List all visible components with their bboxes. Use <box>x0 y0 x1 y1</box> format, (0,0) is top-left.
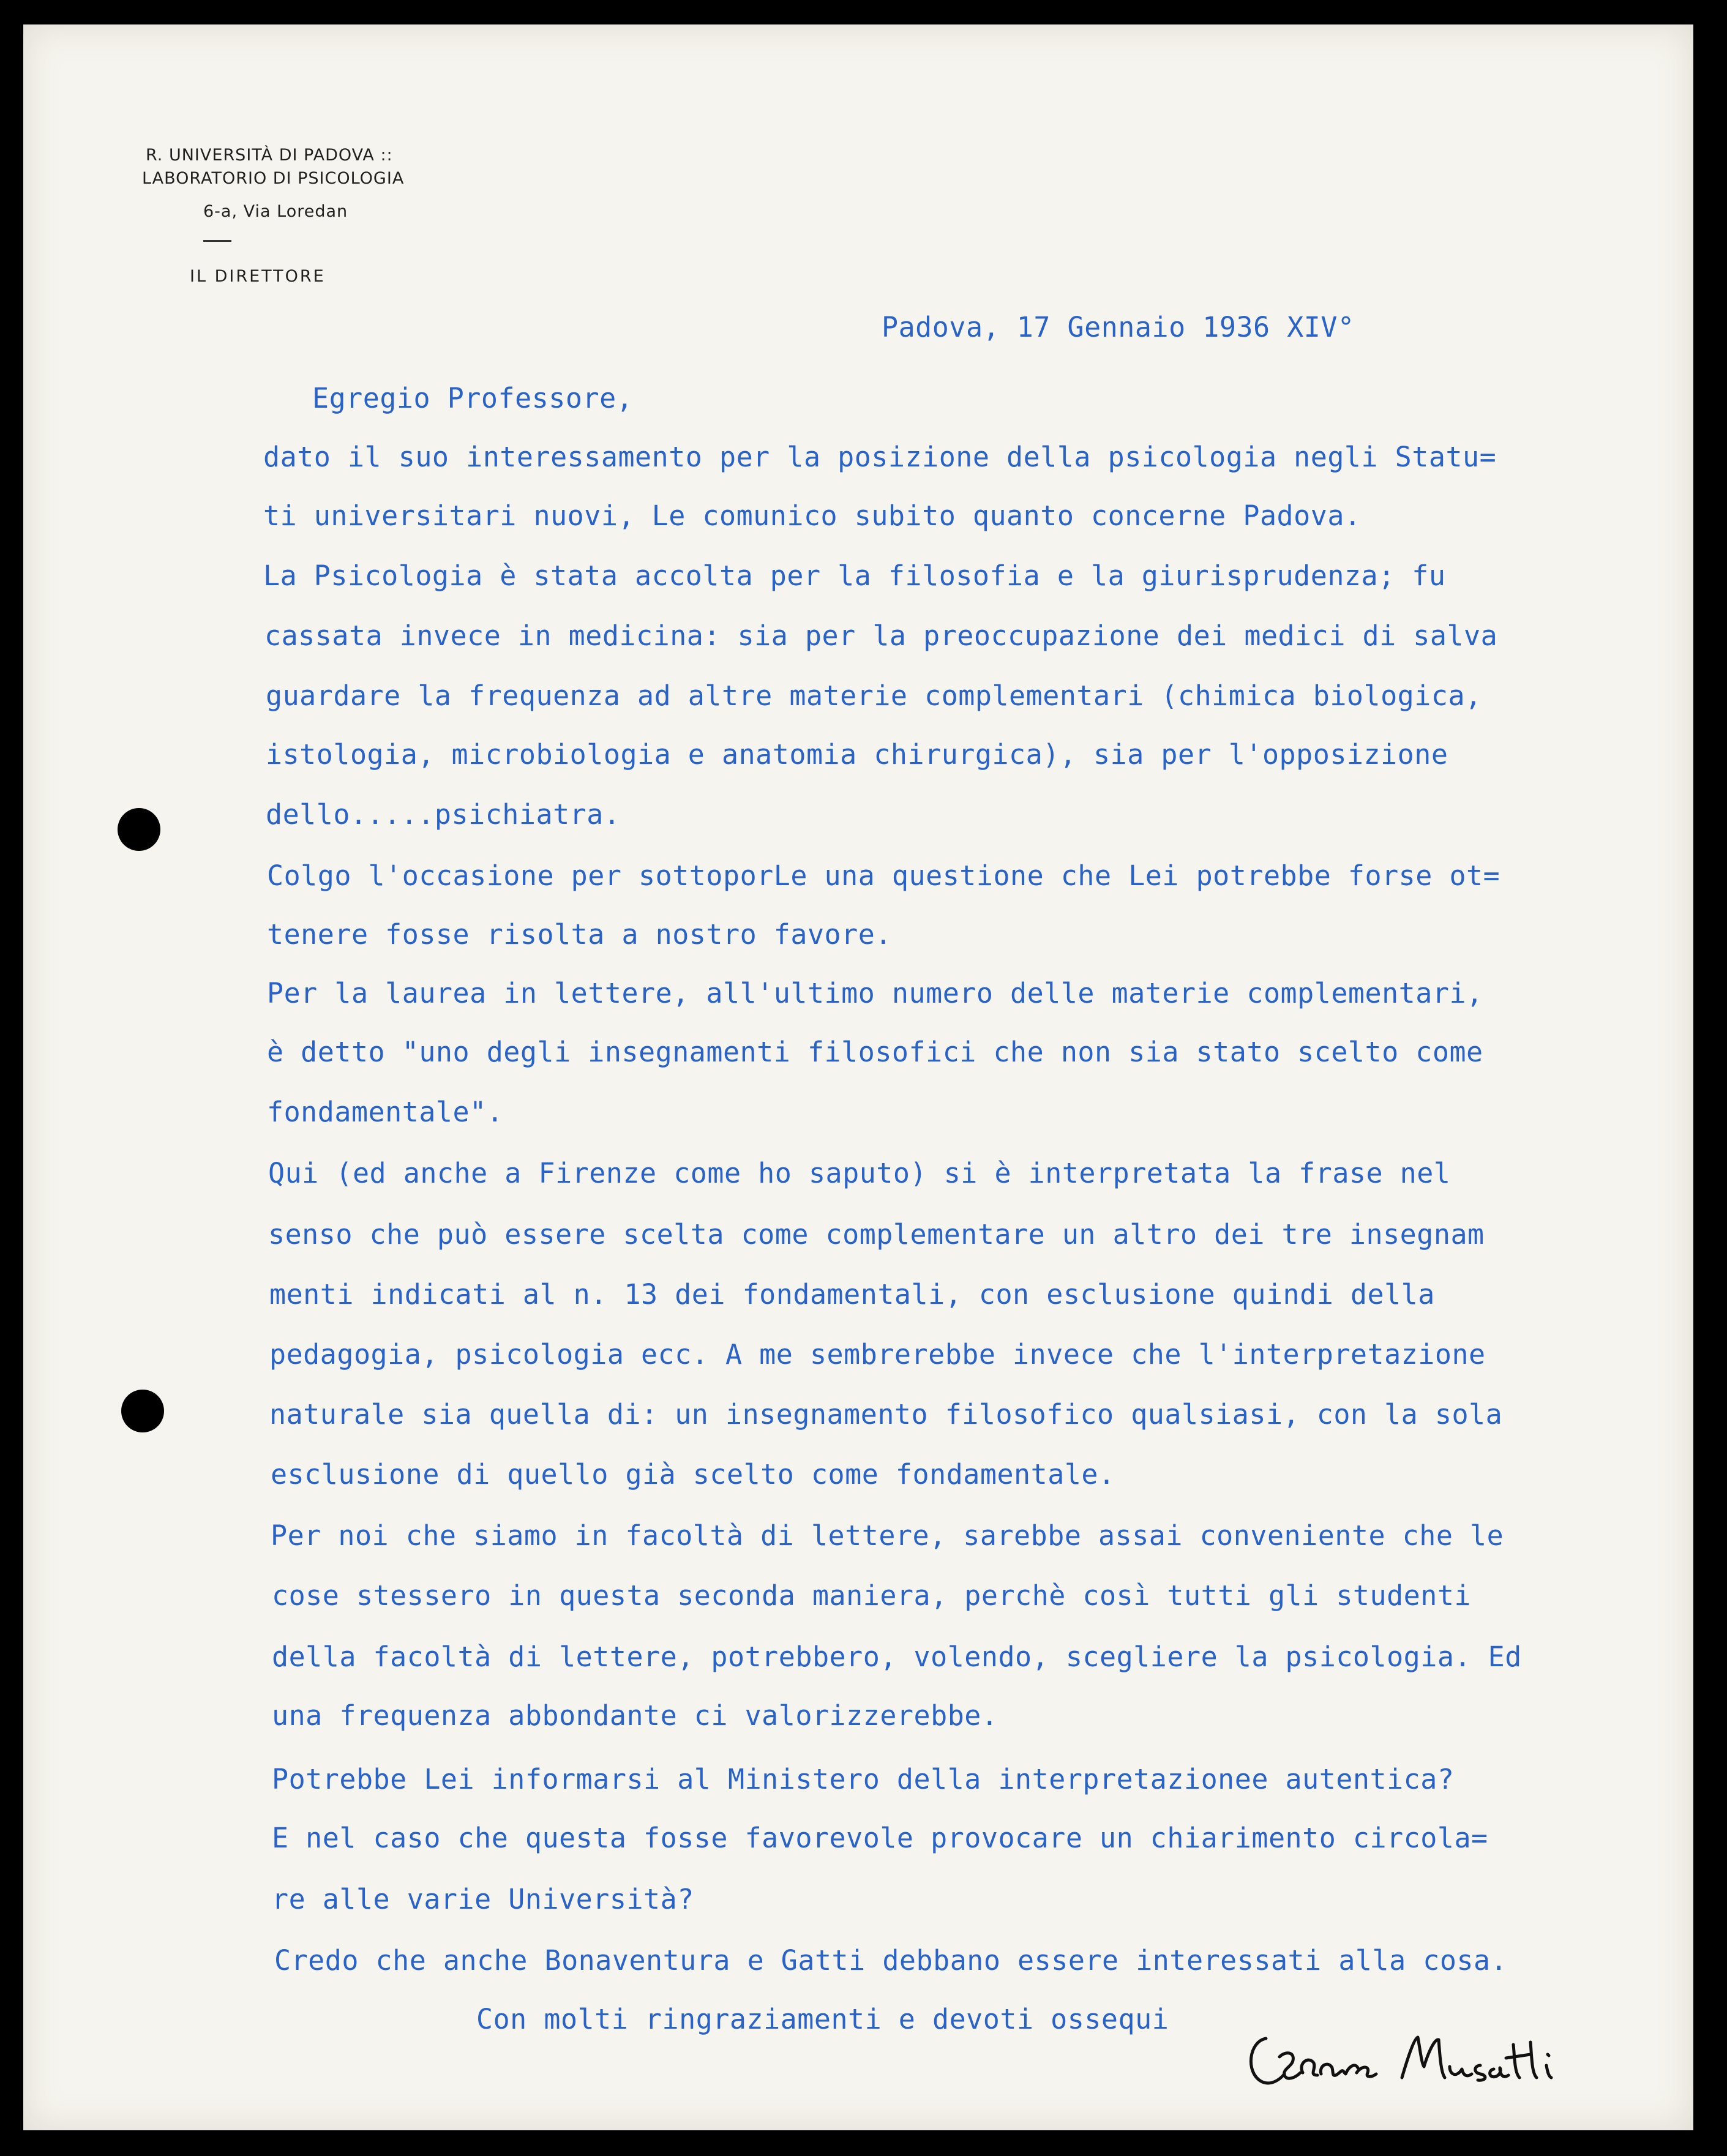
dateline: Padova, 17 Gennaio 1936 XIV° <box>882 311 1355 343</box>
body-line: guardare la frequenza ad altre materie complementari (chimica biologica, <box>266 679 1482 712</box>
body-line: esclusione di quello già scelto come fondamentale. <box>271 1458 1115 1491</box>
punch-hole-top <box>118 808 160 851</box>
body-line: menti indicati al n. 13 dei fondamentali, con esclusione quindi della <box>269 1278 1435 1311</box>
body-line: dato il suo interessamento per la posizione della psicologia negli Statu= <box>263 441 1497 473</box>
letterhead-laboratory: LABORATORIO DI PSICOLOGIA <box>142 169 405 188</box>
body-line: istologia, microbiologia e anatomia chirurgica), sia per l'opposizione <box>266 738 1448 771</box>
letterhead-role: IL DIRETTORE <box>190 267 326 286</box>
body-line: naturale sia quella di: un insegnamento filosofico qualsiasi, con la sola <box>269 1398 1503 1431</box>
letter-sheet <box>23 24 1693 2130</box>
body-line: cose stessero in questa seconda maniera, perchè così tutti gli studenti <box>272 1579 1472 1612</box>
salutation: Egregio Professore, <box>312 382 634 414</box>
letterhead-university: R. UNIVERSITÀ DI PADOVA :: <box>146 146 393 165</box>
body-line: Potrebbe Lei informarsi al Ministero della interpretazionee autentica? <box>272 1763 1455 1795</box>
body-line: E nel caso che questa fosse favorevole provocare un chiarimento circola= <box>272 1822 1488 1854</box>
body-line: della facoltà di lettere, potrebbero, volendo, scegliere la psicologia. Ed <box>272 1641 1522 1673</box>
body-line: Per la laurea in lettere, all'ultimo numero delle materie complementari, <box>267 977 1483 1009</box>
handwritten-signature <box>1237 2014 1579 2106</box>
body-line: una frequenza abbondante ci valorizzerebbe. <box>272 1699 998 1732</box>
body-line: Qui (ed anche a Firenze come ho saputo) si è interpretata la frase nel <box>268 1157 1451 1189</box>
body-line: ti universitari nuovi, Le comunico subito quanto concerne Padova. <box>263 500 1362 532</box>
body-line: cassata invece in medicina: sia per la preoccupazione dei medici di salva <box>264 619 1498 652</box>
punch-hole-bottom <box>121 1390 164 1432</box>
body-line: Credo che anche Bonaventura e Gatti debbano essere interessati alla cosa. <box>274 1944 1508 1977</box>
body-line: re alle varie Università? <box>272 1883 694 1915</box>
body-line: senso che può essere scelta come complementare un altro dei tre insegnam <box>268 1218 1485 1251</box>
body-line: pedagogia, psicologia ecc. A me sembrerebbe invece che l'interpretazione <box>269 1338 1486 1371</box>
letterhead-divider <box>203 240 231 242</box>
closing: Con molti ringraziamenti e devoti ossequi <box>476 2003 1169 2035</box>
body-line: Colgo l'occasione per sottoporLe una questione che Lei potrebbe forse ot= <box>267 859 1500 892</box>
letterhead-address: 6-a, Via Loredan <box>203 202 348 221</box>
body-line: fondamentale". <box>267 1096 504 1128</box>
body-line: La Psicologia è stata accolta per la filosofia e la giurisprudenza; fu <box>263 560 1446 592</box>
body-line: tenere fosse risolta a nostro favore. <box>267 918 892 951</box>
body-line: è detto "uno degli insegnamenti filosofici che non sia stato scelto come <box>267 1036 1483 1068</box>
body-line: Per noi che siamo in facoltà di lettere, sarebbe assai conveniente che le <box>271 1519 1504 1552</box>
body-line: dello.....psichiatra. <box>266 798 621 831</box>
